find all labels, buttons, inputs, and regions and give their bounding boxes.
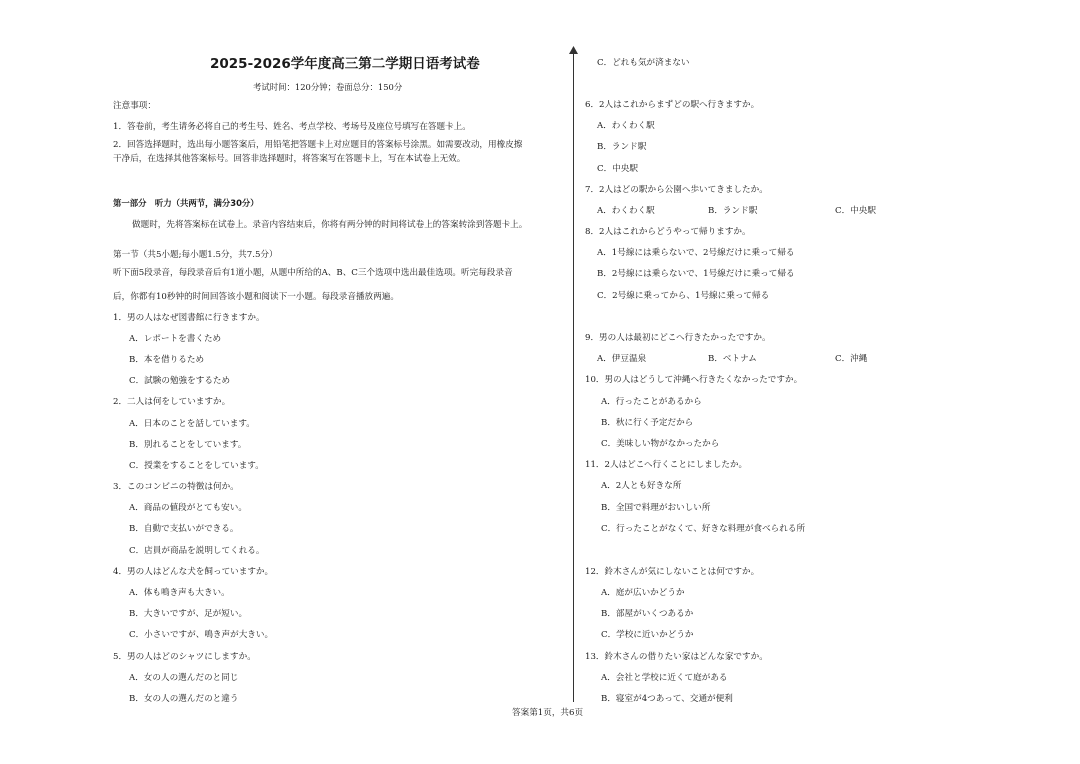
question-11-option-b: B．全国で料理がおいしい所 [601,503,711,513]
question-8: 8．2人はこれからどうやって帰りますか。 [585,227,751,237]
section1-desc-line-2: 后，你都有10秒钟的时间回答该小题和阅读下一小题。每段录音播放两遍。 [113,292,399,302]
question-2: 2．二人は何をしていますか。 [113,397,231,407]
question-6-option-a: A．わくわく駅 [597,121,655,131]
question-7: 7．2人はどの駅から公園へ歩いてきましたか。 [585,185,768,195]
question-12-option-c: C．学校に近いかどうか [601,630,694,640]
question-4: 4．男の人はどんな犬を飼っていますか。 [113,567,274,577]
question-7-option-b: B．ランド駅 [708,206,758,216]
notes-item-1: 1．答卷前，考生请务必将自己的考生号、姓名、考点学校、考场号及座位号填写在答题卡上。 [113,122,471,132]
question-9-option-c: C．沖縄 [835,354,868,364]
question-7-option-a: A．わくわく駅 [597,206,655,216]
question-5: 5．男の人はどのシャツにしますか。 [113,652,256,662]
question-11-option-c: C．行ったことがなくて、好きな料理が食べられる所 [601,524,806,534]
question-12-option-b: B．部屋がいくつあるか [601,609,694,619]
question-9-option-a: A．伊豆温泉 [597,354,647,364]
column-divider [573,52,574,702]
question-13-option-b: B．寝室が4つあって、交通が便利 [601,694,733,704]
notes-item-2-line-1: 2．回答选择题时，选出每小题答案后，用铅笔把答题卡上对应题目的答案标号涂黑。如需要改动，用橡皮擦 [113,140,523,150]
question-3-option-b: B．自動で支払いができる。 [129,524,239,534]
question-10-option-c: C．美味しい物がなかったから [601,439,720,449]
notes-item-2-line-2: 干净后，在选择其他答案标号。回答非选择题时，将答案写在答题卡上，写在本试卷上无效。 [113,154,466,164]
question-3-option-a: A．商品の値段がとても安い。 [129,503,247,513]
section1-desc-line-1: 听下面5段录音，每段录音后有1道小题，从题中所给的A、B、C三个选项中选出最佳选项。听完每段录音 [113,268,513,278]
notes-heading: 注意事项： [113,101,156,111]
question-2-option-b: B．別れることをしています。 [129,440,247,450]
question-10-option-a: A．行ったことがあるから [601,397,702,407]
question-12: 12．鈴木さんが気にしないことは何ですか。 [585,567,760,577]
question-4-option-a: A．体も鳴き声も大きい。 [129,588,230,598]
question-6-option-b: B．ランド駅 [597,142,647,152]
question-9: 9．男の人は最初にどこへ行きたかったですか。 [585,333,771,343]
question-11-option-a: A．2人とも好きな所 [601,481,682,491]
question-9-option-b: B．ベトナム [708,354,757,364]
question-13-option-a: A．会社と学校に近くて庭がある [601,673,728,683]
divider-top-marker [569,46,578,54]
question-3-option-c: C．店員が商品を説明してくれる。 [129,546,265,556]
page-footer: 答案第1页，共6页 [512,708,584,718]
question-5-option-c: C．どれも気が済まない [597,58,690,68]
question-12-option-a: A．庭が広いかどうか [601,588,685,598]
part1-heading: 第一部分 听力（共两节，满分30分） [113,198,259,208]
question-11: 11．2人はどこへ行くことにしましたか。 [585,460,748,470]
question-1: 1．男の人はなぜ図書館に行きますか。 [113,313,265,323]
question-1-option-c: C．試験の勉強をするため [129,376,231,386]
part1-instruction: 做题时，先将答案标在试卷上。录音内容结束后，你将有两分钟的时间将试卷上的答案转涂到答题卡上。 [132,220,528,230]
exam-subtitle: 考试时间：120分钟；卷面总分：150分 [253,82,403,92]
question-8-option-b: B．2号線には乗らないで、1号線だけに乗って帰る [597,269,795,279]
question-3: 3．このコンビニの特徴は何か。 [113,482,239,492]
question-1-option-a: A．レポートを書くため [129,334,222,344]
question-5-option-a: A．女の人の選んだのと同じ [129,673,239,683]
question-7-option-c: C．中央駅 [835,206,876,216]
question-13: 13．鈴木さんの借りたい家はどんな家ですか。 [585,652,768,662]
question-4-option-c: C．小さいですが、鳴き声が大きい。 [129,630,274,640]
question-6: 6．2人はこれからまずどの駅へ行きますか。 [585,100,760,110]
exam-title: 2025-2026学年度高三第二学期日语考试卷 [210,56,480,72]
question-10: 10．男の人はどうして沖縄へ行きたくなかったですか。 [585,375,803,385]
question-6-option-c: C．中央駅 [597,164,638,174]
question-2-option-a: A．日本のことを話しています。 [129,419,255,429]
question-4-option-b: B．大きいですが、足が短い。 [129,609,248,619]
question-10-option-b: B．秋に行く予定だから [601,418,694,428]
section1-heading: 第一节（共5小题;每小题1.5分，共7.5分） [113,250,278,260]
question-1-option-b: B．本を借りるため [129,355,205,365]
question-8-option-a: A．1号線には乗らないで、2号線だけに乗って帰る [597,248,795,258]
question-2-option-c: C．授業をすることをしています。 [129,461,264,471]
question-5-option-b: B．女の人の選んだのと違う [129,694,239,704]
question-8-option-c: C．2号線に乗ってから、1号線に乗って帰る [597,291,770,301]
